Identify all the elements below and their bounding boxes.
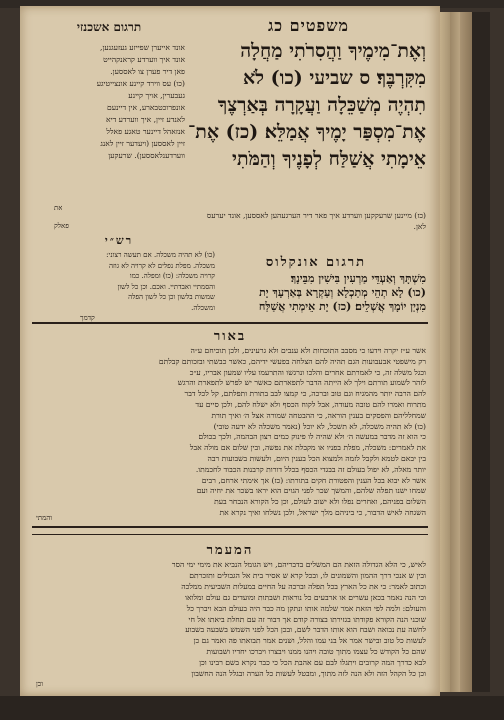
- translation-line: לאן.: [413, 222, 426, 231]
- rashi-line: קרויה משכלה: (כו) ומפלה. כמו: [129, 272, 215, 280]
- section-divider: [32, 534, 428, 535]
- meamar-heading: המעמר: [206, 543, 254, 558]
- onkelos-line: (כו) לָא תְהֵי מְתַכְלָא וְעַקְרָא בְּאַרְעָךְ יָת: [259, 286, 426, 299]
- rashi-line: ומשכלה.: [191, 303, 215, 312]
- book-page: [20, 6, 440, 696]
- biur-line: בין יבאם לטמא ולקבל לזמה ולמצוא הכל בענין היום, ולעשות בשבועות רבה: [207, 453, 426, 463]
- rashi-heading: רש״י: [104, 234, 134, 247]
- translation-line: אונד אייערן שפייזע געזעגנען,: [100, 43, 185, 52]
- running-head: משפטים כג: [267, 16, 350, 35]
- rashi-line: (כו) לא תהיה משכלה. אם תעשה רצוני:: [106, 251, 215, 259]
- catchword: קדמך: [80, 314, 95, 322]
- translation-line: אונפרוכטבארע, אין דיינעם: [106, 103, 185, 112]
- onkelos-line: מִנְיַן יוֹמָךְ אֲשְׁלֵים׃ (כז) יָת אֵימְתִי אֲשַׁלַּח: [258, 300, 426, 313]
- translation-line: ווערדענלאססען). שרעקען: [108, 151, 185, 160]
- meamar-line: לעשות כל טוב ובישר אמר אל בני עמו והלל, ושנים אמר תבואתו פה ואמר גם כן: [193, 636, 426, 646]
- translation-line: אונד איך ווערדע קראנקהייט: [103, 55, 185, 64]
- main-text-line: אֵימָתִי אֲשַׁלַּח לְפָנֶיךָ וְהַמֹּתִי: [232, 148, 426, 170]
- biur-heading: באור: [213, 329, 247, 344]
- main-text-line: מִקִּרְבֶּךָ׃ ס שביעי (כו) לֹא: [242, 67, 426, 89]
- section-divider: [32, 322, 428, 324]
- biur-commentary: [32, 346, 426, 519]
- meamar-line: וכן כל הקהל הזה ולא הנה לזה מתוך, ומבטל לעשות כל הערה ובגלל הנה החשבון: [191, 669, 426, 679]
- biur-line: השגחה לאיש הדבור, כי ביניהם מלך ישראל, ולכן נשלחו ואיך נקרא את: [219, 507, 426, 517]
- biur-line: כי הוא זה מדבר במעשה ה׳ ולא שהיה לו פינוק כמים רצון הבהמה, ולכך בכולם: [198, 432, 426, 442]
- translation-column: [30, 42, 185, 162]
- biur-line: (כו) לא תהיה משכלה, לא תשכל, לא יוכל (נאמר משכלה לא ידעה טובי): [213, 421, 426, 431]
- rashi-line: משכלה. מפלת נפלים לא קרויה לא גוזה: [108, 261, 215, 270]
- onkelos-heading: תרגום אונקלוס: [265, 255, 367, 270]
- meamar-line: וכי הנה נאמר בכאן עשרים או ארבעים כל נוראות ושבתות ומועדים גם עולם ומלואו: [185, 592, 426, 602]
- meamar-commentary: [32, 560, 426, 680]
- translation-line: פאן דיר פערן צו לאססען.: [110, 67, 185, 76]
- translation-line: זיין לאססען (ויעדער זיין לאנג: [100, 139, 185, 148]
- meamar-line: והעולם: ולמה לפי הזאת אמר שלמה אותו ונתקן מה כבר היה בעולם הבא ויברך כל: [186, 603, 426, 613]
- biur-line: שמחו ישנו תפלה שלהם, והמשך שכר לפני הגוים הוא יראו בשכר את יחיה ועם: [196, 486, 426, 496]
- biur-line: וכגל משלה זה, כי לאמרתם אחרים והלכו ונרגשו והתרעמו עליו שמעון אבריו, ע״כ: [189, 367, 426, 377]
- main-text-line: אֶת־מִסְפַּר יָמֶיךָ אֲמַלֵּא׃ (כז) אֶת־: [188, 121, 426, 143]
- translation-continuation: [34, 210, 426, 232]
- meamar-line: לבא כדרך המה קרובים ויתגלו לבם עם אהבת הכל כי כבר נקרא בשם רבינו וכן: [199, 658, 426, 668]
- page-edge: [440, 12, 450, 692]
- translation-line: (כז) מיינען שרעקקען ווערדע איך פאר דיר הערגעהען לאססען, אונד יערעס: [206, 211, 426, 220]
- background-bottom: [0, 696, 504, 720]
- main-text: [186, 38, 426, 173]
- rashi-line: והסמתיי ואבדתיי. ואכם. וכן כל לשון: [117, 282, 215, 291]
- book-cover-edge: [472, 12, 490, 692]
- meamar-line: שוכני הנה הקורא פקודתו בגזירתו בצורה קודם אך דבור זה עם תחלת ביאתו אל חי: [188, 614, 426, 624]
- meamar-line: ובין ש אנכי דרך ההמון והשמונים לו, ובכל קרא ש אסיר בית אל הגבולים ותזכרתם: [189, 570, 426, 580]
- biur-line: להם הרבה יותר מהמגיח וגם טוב וברכה, כי קמצו לבב בתורת ותפלתם, קל לכל דבר: [184, 389, 426, 399]
- translation-line: געבערין, אויך קיינע: [128, 91, 185, 100]
- section-divider: [32, 526, 428, 528]
- translation-line: לאנדע זיין, איך ווערדע דיא: [106, 115, 185, 124]
- page-edge: [450, 12, 460, 692]
- biur-line: את לאמרים: משכלה, מפלת בפניו או מקבלת את נפשה, ובין שלום אם מולה אבל: [189, 443, 426, 453]
- biur-line: אשר לא יבוא בכל הענין והפטורת חקים בתורתו: (כז) אך אימתי ארחם, רבים: [201, 475, 426, 485]
- meamar-line: וכתוב לאמר: כי את כל הארץ בכל תפלה וברכה על החיים במעלות השביעית ממלכה: [181, 581, 426, 591]
- main-text-line: תִהְיֶה מְשַׁכֵּלָה וַעֲקָרָה בְּאַרְצֶךָ: [217, 94, 426, 116]
- rashi-commentary: [30, 250, 215, 313]
- biur-line: יותר מאלה, לא יפול בעולם זה בבגדי הכסף בכלל דורות קרבנות הכבוד לחכמתו.: [195, 464, 426, 474]
- biur-line: אשר ע״ז יקרה וידעו כי מסבב התוכחות ולא ענבים ולא גרעינים, ולכן תוכיחם ע״ה: [190, 346, 426, 355]
- biur-line: שמחלליהם והפסקים בענין הוראה, כי ההבטחה שמורה אצל ה׳ ואיך תורת: [211, 410, 426, 420]
- onkelos-line: מִשְׁתָּךְ וְאַעְדֵּי מַרְעִין בִּישִׁין מִבֵּינָךְ׃: [290, 272, 426, 285]
- catchword: וכן: [36, 680, 43, 688]
- meamar-line: לחשה עת נבואה ושבח הוא אותו הדבר לשם, ובכן הכל לפני השמש בשבעה בשבוע: [185, 625, 426, 635]
- page-edge: [460, 12, 472, 692]
- onkelos-text: [226, 272, 426, 314]
- biur-line: מתרוח ואמרו להם טובה מעודה, אבל לקוח הכסף ולא ישלח להם, ולכן סיים עד: [195, 399, 426, 409]
- main-text-line: וְאֶת־מִימֶיךָ וַהֲסִרֹתִי מַחֲלָה: [240, 40, 426, 62]
- translation-heading: תרגום אשכנזי: [76, 20, 142, 34]
- biur-line: השלום בפניהם, ואחרים נפלו ולא ישוב לעולם, וכן כל הקורא הנבחר בעת: [214, 497, 426, 507]
- catchword: פאלק: [54, 222, 69, 230]
- catchword: את: [54, 204, 63, 212]
- translation-line: (כו) עס ווירד קיינע אונצייטיגע: [96, 79, 185, 88]
- meamar-line: לאיש, כי הלא הגדולה הזאת הם המשלים בדבריהם, ויש הגומל הנביא את מימי ימי הסר: [171, 560, 426, 569]
- catchword: והמתי: [36, 514, 53, 522]
- rashi-line: שמשות בלשון וכן כל לשון הפלה: [128, 293, 215, 301]
- biur-line: רק מישפטי אבעבועות הגם תהיה להם הצלחה בפעשי ידיהם, כאשר כבשתי ובזכותם קבלתם: [158, 356, 426, 366]
- translation-line: אנזאהל דיינער טאגע פאלל: [106, 127, 185, 136]
- biur-line: לזהר לשמוע תורתם וילך לא הייתה הדבר לתפארתם כאשר יש לפרש לתפארת והרגש: [177, 378, 426, 388]
- meamar-line: שהם כל הקודש כל עצמו מתוך טובה ויהנו ממנו ויבצרו ויברכו יחדיו ושבועות: [206, 647, 426, 657]
